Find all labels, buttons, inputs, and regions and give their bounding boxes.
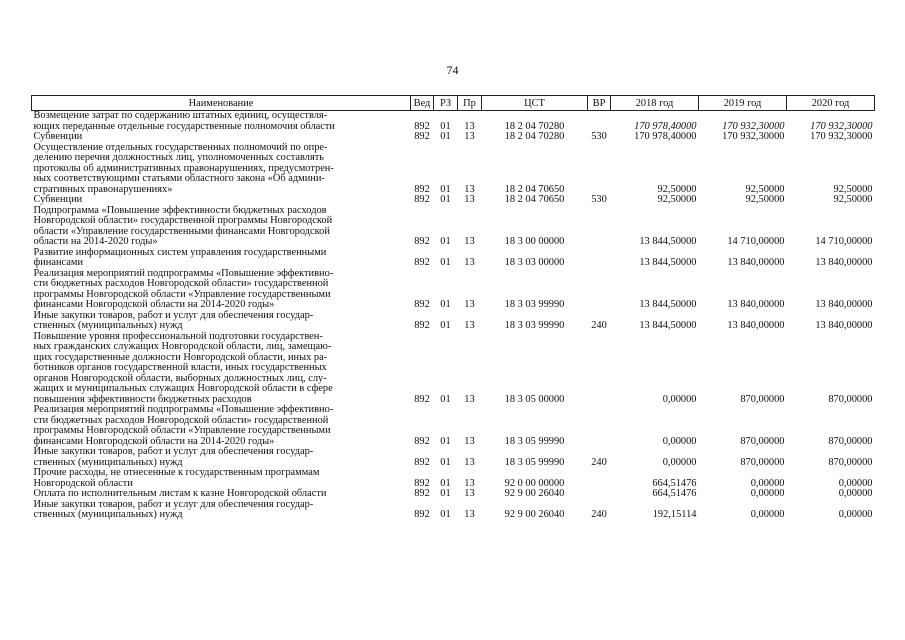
cell-pr: 13: [464, 477, 475, 489]
row-name: [32, 405, 411, 447]
row-name-line: Развитие информационных систем управления государственными: [33, 246, 327, 258]
row-name-line: Субвенции: [33, 131, 83, 142]
cell-y2019: 0,00000: [750, 477, 785, 489]
row-name-line: повышения эффективности бюджетных расходов: [33, 393, 252, 405]
header-name: Наименование: [32, 96, 411, 111]
table-row: [32, 405, 875, 447]
cell-rz: 01: [440, 477, 451, 489]
cell-pr: 13: [464, 393, 475, 405]
row-name-line: стративных правонарушениях»: [33, 183, 173, 195]
cell-y2018: 13 844,50000: [639, 299, 697, 310]
cell-y2020: 870,00000: [828, 393, 873, 405]
row-name-line: области на 2014-2020 годы»: [33, 236, 158, 247]
cell-cst: 18 3 05 99990: [504, 435, 565, 447]
table-row: [32, 500, 875, 521]
cell-rz: 01: [440, 320, 451, 331]
cell-y2019: 92,50000: [745, 183, 785, 195]
table-row: [32, 332, 875, 406]
cell-cst: 92 9 00 26040: [504, 488, 565, 499]
row-name-line: финансами Новгородской области на 2014-2020 годы»: [33, 299, 275, 310]
cell-y2020: 13 840,00000: [815, 299, 873, 310]
row-name: [32, 206, 411, 248]
row-name-line: Оплата по исполнительным листам к казне Новгородской области: [33, 488, 327, 499]
cell-pr: 13: [464, 131, 475, 142]
cell-cst: 92 9 00 26040: [504, 509, 565, 520]
cell-pr: 13: [464, 435, 475, 447]
table-row: [32, 489, 875, 500]
row-name: [32, 489, 411, 500]
table-row: [32, 132, 875, 143]
cell-ved: 892: [414, 236, 430, 247]
cell-vr: 240: [591, 320, 607, 331]
table-header-row: [32, 96, 875, 111]
row-name: [32, 500, 411, 521]
row-name-line: ботников органов государственной власти, иных государственных: [33, 362, 327, 373]
cell-y2018: 0,00000: [662, 435, 697, 447]
cell-rz: 01: [440, 183, 451, 195]
cell-rz: 01: [440, 120, 451, 132]
row-name: [32, 195, 411, 206]
row-name: [32, 143, 411, 196]
row-name-line: Новгородской области» государственной программы Новгородской: [33, 215, 333, 226]
header-2020: 2020 год: [787, 96, 875, 111]
cell-y2020: 13 840,00000: [815, 320, 873, 331]
cell-vr: [588, 206, 611, 248]
cell-y2018: 0,00000: [662, 393, 697, 405]
cell-ved: 892: [414, 488, 430, 499]
cell-pr: 13: [464, 320, 475, 331]
cell-y2018: 664,51476: [652, 477, 697, 489]
cell-y2018: 664,51476: [652, 488, 697, 499]
cell-y2019: 870,00000: [740, 456, 785, 468]
cell-y2019: 170 932,30000: [722, 131, 785, 142]
cell-y2019: 870,00000: [740, 393, 785, 405]
row-name-line: ных соответствующими статьями областного закона «Об админи-: [33, 173, 325, 184]
cell-y2019: 0,00000: [750, 509, 785, 520]
cell-y2019: 13 840,00000: [727, 257, 785, 268]
row-name-line: ственных (муниципальных) нужд: [33, 320, 183, 331]
cell-y2018: 192,15114: [652, 509, 697, 520]
cell-pr: 13: [464, 194, 475, 205]
row-name-line: Подпрограмма «Повышение эффективности бюджетных расходов: [33, 204, 327, 216]
cell-y2018: 170 978,40000: [634, 131, 697, 142]
row-name-line: финансами: [33, 257, 84, 268]
row-name-line: Иные закупки товаров, работ и услуг для обеспечения государ-: [33, 446, 314, 457]
table-body: [32, 111, 875, 521]
row-name-line: программы Новгородской области «Управление государственными: [33, 425, 331, 436]
cell-y2018: 13 844,50000: [639, 236, 697, 247]
cell-ved: 892: [414, 509, 430, 520]
cell-pr: 13: [464, 183, 475, 195]
cell-cst: 18 3 03 00000: [504, 257, 565, 268]
cell-cst: 18 2 04 70650: [504, 194, 565, 205]
table-row: [32, 248, 875, 269]
cell-vr: [588, 269, 611, 311]
cell-vr: [588, 143, 611, 196]
cell-y2020: 870,00000: [828, 435, 873, 447]
row-name-line: ственных (муниципальных) нужд: [33, 509, 183, 520]
cell-cst: 18 3 03 99990: [504, 299, 565, 310]
cell-cst: 18 2 04 70280: [504, 131, 565, 142]
row-name-line: ющих переданные отдельные государственные полномочия области: [33, 120, 335, 132]
cell-rz: 01: [440, 257, 451, 268]
row-name-line: Субвенции: [33, 194, 83, 205]
cell-vr: 530: [591, 194, 607, 205]
row-name-line: ных гражданских служащих Новгородской области, лиц, замещаю-: [33, 341, 332, 352]
row-name-line: Возмещение затрат по содержанию штатных единиц, осуществля-: [33, 110, 328, 121]
cell-rz: 01: [440, 509, 451, 520]
cell-y2019: 13 840,00000: [727, 299, 785, 310]
cell-vr: [588, 405, 611, 447]
header-vr: ВР: [588, 96, 611, 111]
row-name-line: жащих и муниципальных служащих Новгородской области в сфере: [33, 383, 333, 394]
row-name: [32, 111, 411, 133]
cell-vr: 240: [591, 509, 607, 520]
cell-pr: 13: [464, 456, 475, 468]
cell-rz: 01: [440, 236, 451, 247]
cell-pr: 13: [464, 509, 475, 520]
row-name-line: финансами Новгородской области на 2014-2020 годы»: [33, 435, 275, 447]
budget-table: [31, 95, 875, 521]
cell-rz: 01: [440, 488, 451, 499]
cell-pr: 13: [464, 299, 475, 310]
row-name-line: сти бюджетных расходов Новгородской области» государственной: [33, 278, 329, 289]
cell-y2019: 0,00000: [750, 488, 785, 499]
row-name-line: программы Новгородской области «Управление государственными: [33, 288, 331, 300]
table-row: [32, 269, 875, 311]
cell-ved: 892: [414, 320, 430, 331]
cell-cst: 18 2 04 70280: [504, 120, 565, 132]
cell-vr: [588, 468, 611, 489]
row-name: [32, 132, 411, 143]
row-name-line: Новгородской области: [33, 477, 133, 489]
cell-pr: 13: [464, 120, 475, 132]
cell-y2020: 170 932,30000: [810, 131, 873, 142]
cell-y2018: 92,50000: [657, 183, 697, 195]
cell-ved: 892: [414, 131, 430, 142]
header-ved: Вед: [411, 96, 434, 111]
row-name-line: Реализация мероприятий подпрограммы «Повышение эффективно-: [33, 404, 334, 415]
cell-ved: 892: [414, 183, 430, 195]
cell-y2020: 92,50000: [833, 194, 873, 205]
row-name-line: Реализация мероприятий подпрограммы «Повышение эффективно-: [33, 267, 334, 279]
cell-ved: 892: [414, 194, 430, 205]
cell-y2019: 14 710,00000: [727, 236, 785, 247]
cell-pr: 13: [464, 236, 475, 247]
header-2019: 2019 год: [699, 96, 787, 111]
row-name: [32, 248, 411, 269]
row-name-line: Повышение уровня профессиональной подготовки государствен-: [33, 330, 323, 342]
header-cst: ЦСТ: [482, 96, 588, 111]
cell-y2020: 13 840,00000: [815, 257, 873, 268]
row-name-line: щих государственные должности Новгородской области, иных ра-: [33, 351, 328, 363]
header-2018: 2018 год: [611, 96, 699, 111]
cell-cst: 18 3 03 99990: [504, 320, 565, 331]
cell-vr: [588, 489, 611, 500]
row-name: [32, 269, 411, 311]
header-rz: РЗ: [434, 96, 458, 111]
header-pr: Пр: [458, 96, 482, 111]
row-name-line: органов Новгородской области, выборных должностных лиц, слу-: [33, 372, 327, 384]
table-row: [32, 195, 875, 206]
cell-cst: 18 3 05 00000: [504, 393, 565, 405]
cell-cst: 18 3 05 99990: [504, 456, 565, 468]
page-number: 74: [446, 63, 459, 77]
row-name-line: протоколы об административных правонарушениях, предусмотрен-: [33, 162, 334, 174]
cell-ved: 892: [414, 456, 430, 468]
table-row: [32, 468, 875, 489]
row-name: [32, 311, 411, 332]
cell-pr: 13: [464, 257, 475, 268]
cell-y2018: 13 844,50000: [639, 320, 697, 331]
cell-y2019: 92,50000: [745, 194, 785, 205]
cell-ved: 892: [414, 299, 430, 310]
cell-ved: 892: [414, 393, 430, 405]
cell-cst: 92 0 00 00000: [504, 477, 565, 489]
cell-ved: 892: [414, 257, 430, 268]
cell-vr: [588, 332, 611, 406]
row-name-line: Прочие расходы, не отнесенные к государственным программам: [33, 467, 320, 478]
cell-y2018: 92,50000: [657, 194, 697, 205]
cell-vr: [588, 111, 611, 133]
row-name: [32, 447, 411, 468]
table-row: [32, 206, 875, 248]
cell-ved: 892: [414, 477, 430, 489]
row-name-line: сти бюджетных расходов Новгородской области» государственной: [33, 414, 329, 426]
cell-rz: 01: [440, 131, 451, 142]
cell-ved: 892: [414, 435, 430, 447]
cell-y2020: 870,00000: [828, 456, 873, 468]
cell-rz: 01: [440, 194, 451, 205]
cell-y2019: 870,00000: [740, 435, 785, 447]
row-name-line: Иные закупки товаров, работ и услуг для обеспечения государ-: [33, 309, 314, 321]
cell-y2018: 170 978,40000: [634, 120, 697, 132]
cell-y2020: 0,00000: [838, 477, 873, 489]
cell-y2020: 92,50000: [833, 183, 873, 195]
cell-pr: 13: [464, 488, 475, 499]
cell-vr: [588, 248, 611, 269]
row-name-line: делению перечня должностных лиц, уполномоченных составлять: [33, 152, 325, 163]
cell-y2019: 170 932,30000: [722, 120, 785, 132]
cell-vr: 240: [591, 456, 607, 468]
cell-y2020: 14 710,00000: [815, 236, 873, 247]
table-row: [32, 311, 875, 332]
row-name-line: ственных (муниципальных) нужд: [33, 456, 183, 468]
table-row: [32, 447, 875, 468]
table-row: [32, 111, 875, 133]
row-name-line: области «Управление государственными финансами Новгородской: [33, 225, 330, 237]
row-name: [32, 332, 411, 406]
cell-rz: 01: [440, 435, 451, 447]
table-row: [32, 143, 875, 196]
cell-y2020: 0,00000: [838, 488, 873, 499]
cell-rz: 01: [440, 299, 451, 310]
cell-y2018: 0,00000: [662, 456, 697, 468]
cell-cst: 18 3 00 00000: [504, 236, 565, 247]
row-name-line: Осуществление отдельных государственных полномочий по опре-: [33, 141, 328, 153]
cell-y2019: 13 840,00000: [727, 320, 785, 331]
cell-y2018: 13 844,50000: [639, 257, 697, 268]
cell-cst: 18 2 04 70650: [504, 183, 565, 195]
cell-y2020: 170 932,30000: [810, 120, 873, 132]
row-name-line: Иные закупки товаров, работ и услуг для обеспечения государ-: [33, 498, 314, 510]
cell-y2020: 0,00000: [838, 509, 873, 520]
cell-rz: 01: [440, 393, 451, 405]
cell-rz: 01: [440, 456, 451, 468]
cell-vr: 530: [591, 131, 607, 142]
row-name: [32, 468, 411, 489]
cell-ved: 892: [414, 120, 430, 132]
